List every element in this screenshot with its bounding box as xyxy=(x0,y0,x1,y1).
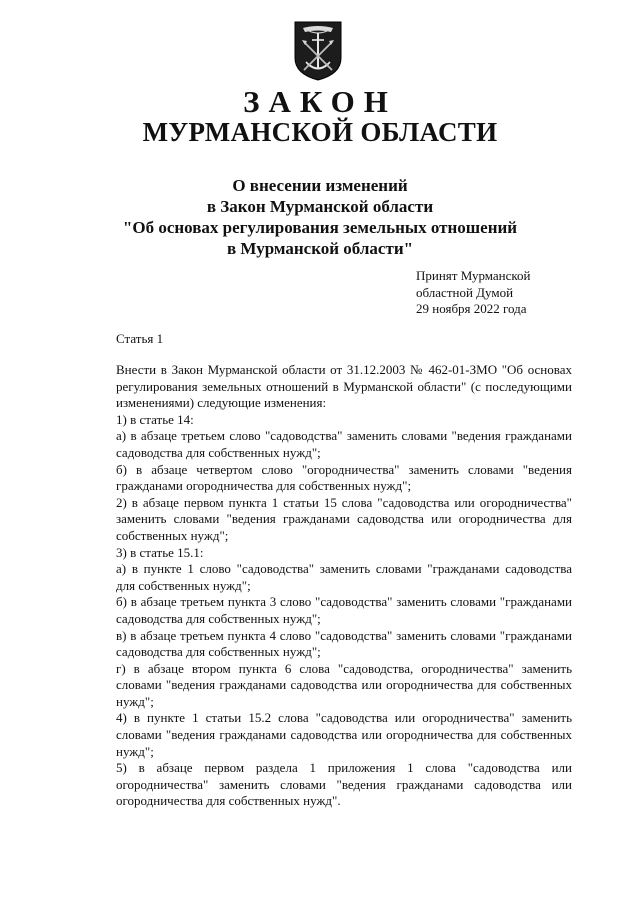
paragraph-item-1a xyxy=(80,428,572,461)
text-line: огородничества для собственных нужд". xyxy=(116,793,341,809)
paragraph-intro xyxy=(80,362,572,412)
text-line: 1) в статье 14: xyxy=(116,411,194,427)
law-title xyxy=(0,175,640,259)
text-line: б) в абзаце четвертом слово "огородничества" заменить словами "ведения xyxy=(116,461,572,477)
text-line: словами "ведения гражданами садоводства или огородничества для собственных xyxy=(116,727,572,743)
text-line: б) в абзаце третьем пункта 3 слово "садоводства" заменить словами "гражданами xyxy=(116,594,572,610)
text-line: огородничества" заменить словами "ведения гражданами садоводства или xyxy=(116,776,572,792)
adoption-note xyxy=(416,268,531,318)
text-line: регулирования земельных отношений в Мурманской области" (с последующими xyxy=(116,378,572,394)
law-heading: ЗАКОН xyxy=(243,84,397,119)
text-line: г) в абзаце втором пункта 6 слова "садоводства, огородничества" заменить xyxy=(116,660,572,676)
text-line: для собственных нужд"; xyxy=(116,577,251,593)
text-line: а) в абзаце третьем слово "садоводства" заменить словами "ведения гражданами xyxy=(116,428,572,444)
paragraph-item-3 xyxy=(80,545,572,562)
paragraph-item-5 xyxy=(80,760,572,810)
paragraph-item-3b xyxy=(80,594,572,627)
text-line: в) в абзаце третьем пункта 4 слово "садоводства" заменить словами "гражданами xyxy=(116,627,572,643)
text-line: нужд"; xyxy=(116,693,154,709)
adoption-line: областной Думой xyxy=(416,284,514,300)
text-line: 5) в абзаце первом раздела 1 приложения 1 слова "садоводства или xyxy=(116,760,572,776)
text-line: садоводства для собственных нужд"; xyxy=(116,610,321,626)
law-title-line: в Мурманской области" xyxy=(226,239,414,258)
paragraph-item-3d xyxy=(80,661,572,711)
paragraph-item-4 xyxy=(80,710,572,760)
text-line: 2) в абзаце первом пункта 1 статьи 15 слова "садоводства или огородничества" xyxy=(116,494,572,510)
paragraph-item-1b xyxy=(80,462,572,495)
murmansk-coat-of-arms-icon xyxy=(293,20,343,82)
text-line: словами "ведения гражданами садоводства или огородничества для собственных xyxy=(116,677,572,693)
text-line: а) в пункте 1 слово "садоводства" заменить словами "гражданами садоводства xyxy=(116,561,572,577)
text-line: садоводства для собственных нужд"; xyxy=(116,644,321,660)
text-line: 4) в пункте 1 статьи 15.2 слова "садоводства или огородничества" заменить xyxy=(116,710,572,726)
text-line: собственных нужд"; xyxy=(116,527,229,543)
paragraph-item-2 xyxy=(80,495,572,545)
law-title-line: О внесении изменений xyxy=(232,176,408,195)
text-line: изменениями) следующие изменения: xyxy=(116,395,327,411)
text-line: Внести в Закон Мурманской области от 31.12.2003 № 462-01-ЗМО "Об основах xyxy=(116,362,572,377)
region-heading: МУРМАНСКОЙ ОБЛАСТИ xyxy=(142,117,498,147)
law-title-line: "Об основах регулирования земельных отношений xyxy=(122,218,518,237)
article-label: Статья 1 xyxy=(116,331,164,346)
paragraph-item-3a xyxy=(80,561,572,594)
text-line: садоводства для собственных нужд"; xyxy=(116,444,321,460)
law-title-line: в Закон Мурманской области xyxy=(206,197,434,216)
text-line: 3) в статье 15.1: xyxy=(116,544,204,560)
paragraph-item-1 xyxy=(80,412,572,429)
text-line: нужд"; xyxy=(116,743,154,759)
law-body xyxy=(80,362,572,810)
text-line: заменить словами "ведения гражданами садоводства или огородничества для xyxy=(116,511,572,527)
adoption-line: Принят Мурманской xyxy=(416,268,531,283)
text-line: гражданами огородничества для собственных нужд"; xyxy=(116,478,412,494)
paragraph-item-3c xyxy=(80,628,572,661)
adoption-date: 29 ноября 2022 года xyxy=(416,301,527,316)
